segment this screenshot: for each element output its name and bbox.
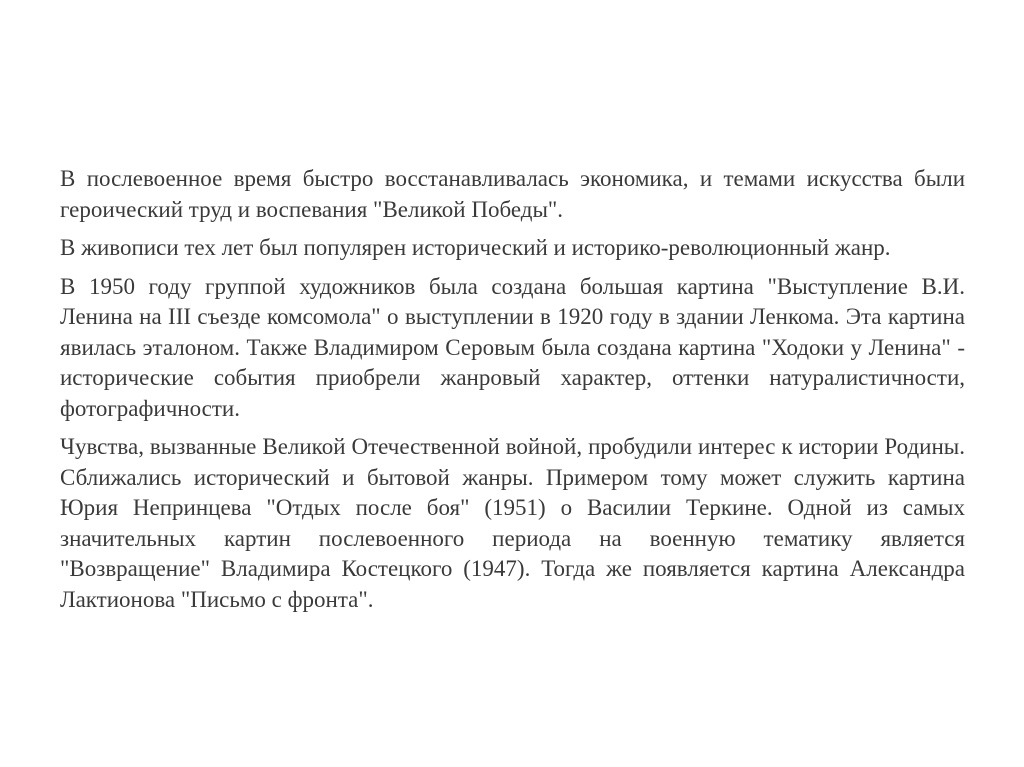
- paragraph-historical-genre: В живописи тех лет был популярен исторический и историко-революционный жанр.: [60, 235, 891, 260]
- paragraph-war-feelings: Чувства, вызванные Великой Отечественной войной, пробудили интерес к истории Родины. Сближались исторический и бытовой жанры. Примером тому может служить картина Юрия Непринцева "Отдых после боя" (1951) о Василии Теркине. Одной из самых значительных картин послевоенного периода на военную тематику является "Возвращение" Владимира Костецкого (1947). Тогда же появляется картина Александра Лактионова "Письмо с фронта".: [60, 434, 965, 612]
- paragraph-1950-painting: В 1950 году группой художников была создана большая картина "Выступление В.И. Ленина на III съезде комсомола" о выступлении в 1920 году в здании Ленкома. Эта картина явилась эталоном. Также Владимиром Серовым была создана картина "Ходоки у Ленина" - исторические события приобрели жанровый характер, оттенки натуралистичности, фотографичности.: [60, 273, 965, 421]
- slide-text-body: [60, 164, 965, 623]
- paragraph-postwar-economy: В послевоенное время быстро восстанавливалась экономика, и темами искусства были героический труд и воспевания "Великой Победы".: [60, 166, 965, 222]
